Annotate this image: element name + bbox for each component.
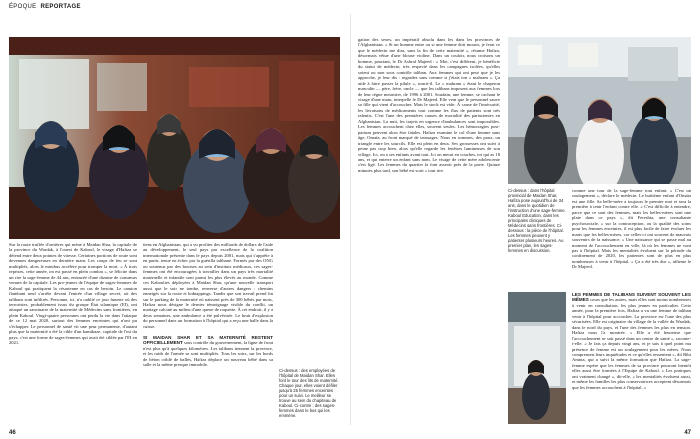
bus-photo (9, 37, 340, 239)
text-column-2-continued: sous contrôle du gouvernement, la ligne de front n'est plus qu'à quelques kilomètres. Les talibans tiennent la province, et les raids de l'armée se sont multipliés. Tous les soirs, sur les bords de béton criblé de balles, Hafiza déplace un nouveau bébé dans sa salle et la même presque immobile. (143, 340, 273, 367)
caption-bus-photo: Ci-dessus : des employées de l'hôpital de Maidan Shar. Elles font le tour des lits de maternité. Chaque jour, elles voient défiler jusqu'à 25 femmes enceintes pour un suivi. Le meilleur se trouve au sein du chapiteau de Kaboul. Ci-contre : des sages-femmes dans le bus qui les emmène. (279, 368, 339, 418)
text-column-4: comme une tour de la sage-femme tout enfant. « C'est un soulagement », déclare le médecin. Le huitième enfant d'Omaïa est une fille. Sa belle-mère a toujours le premier mot et sera la première à tenir l'enfant contre elle. « C'est difficile à entendre, parce que ce sont des femmes, mais les belles-mères sont une plaie dans ce pays », dit Fereshta, une consultante psychosociale, « sur la contraception, ou la qualité des soins pour les femmes enceintes, il est plus facile de faire évoluer les maris que les belles-mères, car celles-ci ont souvent de mauvais souvenirs de la naissance. » Une naissance qui se passe mal au moment de l'accouchement en ville, là où les femmes ne vont pas à l'hôpital. Mais les mentalités évoluent sur la période du confinement de 2020, les patientes sont de plus en plus nombreuses à venir à l'hôpital. « Ça a été très dur », affirme le Dr Majeed. (572, 188, 691, 270)
rubric-label: REPORTAGE (40, 4, 81, 10)
text-column-2 (143, 242, 273, 422)
section-label: ÉPOQUE (9, 4, 37, 10)
section-lead-1: SI MAIDAN SHAR ET SA MATERNITÉ RESTENT OFFICIELLEMENT (143, 334, 273, 346)
text-column-3: gation des sexes, un impératif absolu dans les dans les provinces de l'Afghanistan. « Si un homme entre ou si une femme doit mourir, je ferai ce que le médecin me dira, sans la fin de cette maternité », résume Hafiza, désormais vêtue d'une blouse violine. Dans un couloir, nous croisons un homme, pourtant, le Dr Ashraf Majeed : « Moi, c'est différent, je bénéficie du statut de médecin, très respecté dans les campagnes isolées, qu'elles soient ou non sous contrôle taliban. Aux femmes qui ont peur que je les approche, je leur dis : regardez sans comme si j'étais ton « mahram ». Ça aide à faire passer la pilule », sourit-il. Le « mahram » étant le chaperon masculin — père, frère, oncle — que les talibans imposent aux femmes lors de leur règne meurtrier, de 1996 à 2001. Soudain, une femme, se cachant le visage d'une main, interpelle le Dr Majeed. Elle veut que le personnel sauve sa fille qui vient d'accoucher. Mais le stock est vide. À cause de l'insécurité, les livraisons de médicaments tout comme les flux de patients sont très ralentis. C'est l'une des premières causes de mortalité des parturientes en Afghanistan. La nuit, les trajets en urgence d'ambulances sont impossibles. Les femmes accouchent chez elles, souvent seules. Les hémorragies post-partum peuvent alors être fatales. Hafiza examine le col d'une femme sans âge, Omaïa, au front marqué de tatouages. Nous en sommes, des poux, un triangle entre les sourcils. Elle est plein en deux. Ses grossesses ont suivi à peine pas trop bien, alors qu'elle regarde les fenêtres lumineuses de son village. Ici, on a ses enfants avant tout. Ici on meurt en couches, toi qui as 18 ans, et qui enterre un enfant sans nom. Le visage de cette mère adolescente s'est figé. Les femmes du quartier la font asseoir près de la porte. Quinze minutes plus tard, son bébé est sorti « tout rire. (358, 37, 500, 173)
text-column-5-body: cours que les autres, mais elles sont moins nombreuses à venir en consultation, les plus jeunes en particulier. Cette année, pour la première fois, Hafiza a vu une femme de taliban venir à l'hôpital pour accoucher. La province est l'une des plus sécurisées. Elle est originaire du village de la vallée du Wardak, dans le nord du pays, et l'une des femmes les plus en tension. Hafiza nous l'a montrée. « Elle a été heureuse que l'accouchement se soit passé dans un centre de santé », raconte-t-elle. « Je fais ça depuis vingt ans, et je sais à quel point ma présence de femme est un soulagement pour les mères. Nous comprenons leurs inquiétudes et ce qu'elles ressentent », dit Bibi Amina, qui a suivi la même formation que Hafiza. La sage-femme espère que les femmes de sa province pourront bientôt elles aussi être formées à l'Equipe de Kaboul. « Les pratiques ont vraiment changé », dit-elle, « les mentalités évoluent aussi, et même les familles les plus conservatrices acceptent désormais que les femmes accouchent à l'hôpital. » (572, 297, 691, 390)
text-column-5 (572, 292, 691, 425)
text-column-1: Sur la route truffée d'ornières qui mène à Maidan Shar, la capitale de la province du Wardak, à l'ouest de Kaboul, le visage d'Hafiza se détend entre deux pointes de vitesse. Certaines portions de route sont devenues dangereuses en dernière main. Les coups de feu se sont multipliés, alors le minibus accélère pour tromper la mort. « À trois reprises, cette année, on est passé en plein combat », se félicite dans un rire la sage-femme de 44 ans, entourée d'une dizaine de consœurs venues de la capitale. Les pro-jeunes de l'équipe de sages-femmes de Kaboul qui pratiquent la césarienne en cas de besoin. Le camion flambant neuf s'arrête devant l'entrée d'un village secret, où des talibans sont infiltrés. Personne, ici, n'a oublié ce jour funeste où des terroristes, probablement issus du groupe État islamique (EI), ont attaqué un sanctuaire de la maternité de Médecins sans frontières, en plein Kaboul. Vingt-quatre personnes ont perdu la vie dans l'attaque de ce 12 mai 2020, surtout des femmes enceintes qui n'ont pu s'échapper. Le personnel de santé vit une peur permanente, d'autant plus que la maternité a été la cible d'un kamikaze, capitale de l'est du pays, c'est une forme de sages-femmes qui avait été ciblée par l'EI en 2021. (9, 242, 137, 346)
page-number-right: 47 (684, 430, 691, 436)
text-column-2-body: tiens en Afghanistan, qui a vu profiter des milliards de dollars de l'aide au développement, le seul pays par excellence de la coalition internationale présente dans le pays depuis 2001, mais qui s'apprête à en partir, tenue en échec par la guérilla talibane. Formés par des ONG ou soutenus par des bourses au sein d'instituts médicaux, ces sages-femmes ont été encouragées à travailler dans un pays très mortalité maternelle et infantile sont parmi les plus élevés au monde. Comme ces Kaboulies déployées à Maidan Shar, qu'une nouvelle transport aussi que le soir ne tombe, renverse d'autres dangers : chemins enneigés sur la route et kidnappings. Tandis que son travail prend fin sur le parking de la maternité où naissent près de 300 bébés par mois, Hafiza nous désigne le dernier témoignage visible du conflit, un mariage calciné au milieu d'une queue de roquette. À cet endroit, il y a deux semaines, une ambulance a été pulvérisée. Le bruit d'explosion du personnel dans un formation à l'hôpital qui a reçu une balle dans la cuisse. (143, 242, 273, 329)
staff-photo-illustration (508, 37, 691, 184)
staff-photo (508, 37, 691, 184)
caption-staff-photo: Ci-dessus : dans l'hôpital provincial de Maidan Shar, Hafiza pose aujourd'hui de 34 ans, dans le quotidien de l'instruction d'une sage-femme. Kaboul Education, dans les principales cliniques de Médecins sans frontières. Ci-dessous : la pièce de l'hôpital. Les femmes peuvent y patienter plusieurs heures. Au premier plan, les sages-femmes en discussion. (508, 188, 566, 253)
spread-fold (350, 14, 351, 425)
bus-photo-illustration (9, 37, 340, 239)
page-header (9, 4, 81, 10)
section-lead-2: LES FEMMES DE TALIBANS SUIVENT SOUVENT LES MÊMES (572, 292, 691, 303)
hallway-photo (508, 292, 566, 424)
page-number-left: 46 (9, 430, 16, 436)
hallway-photo-illustration (508, 292, 566, 424)
